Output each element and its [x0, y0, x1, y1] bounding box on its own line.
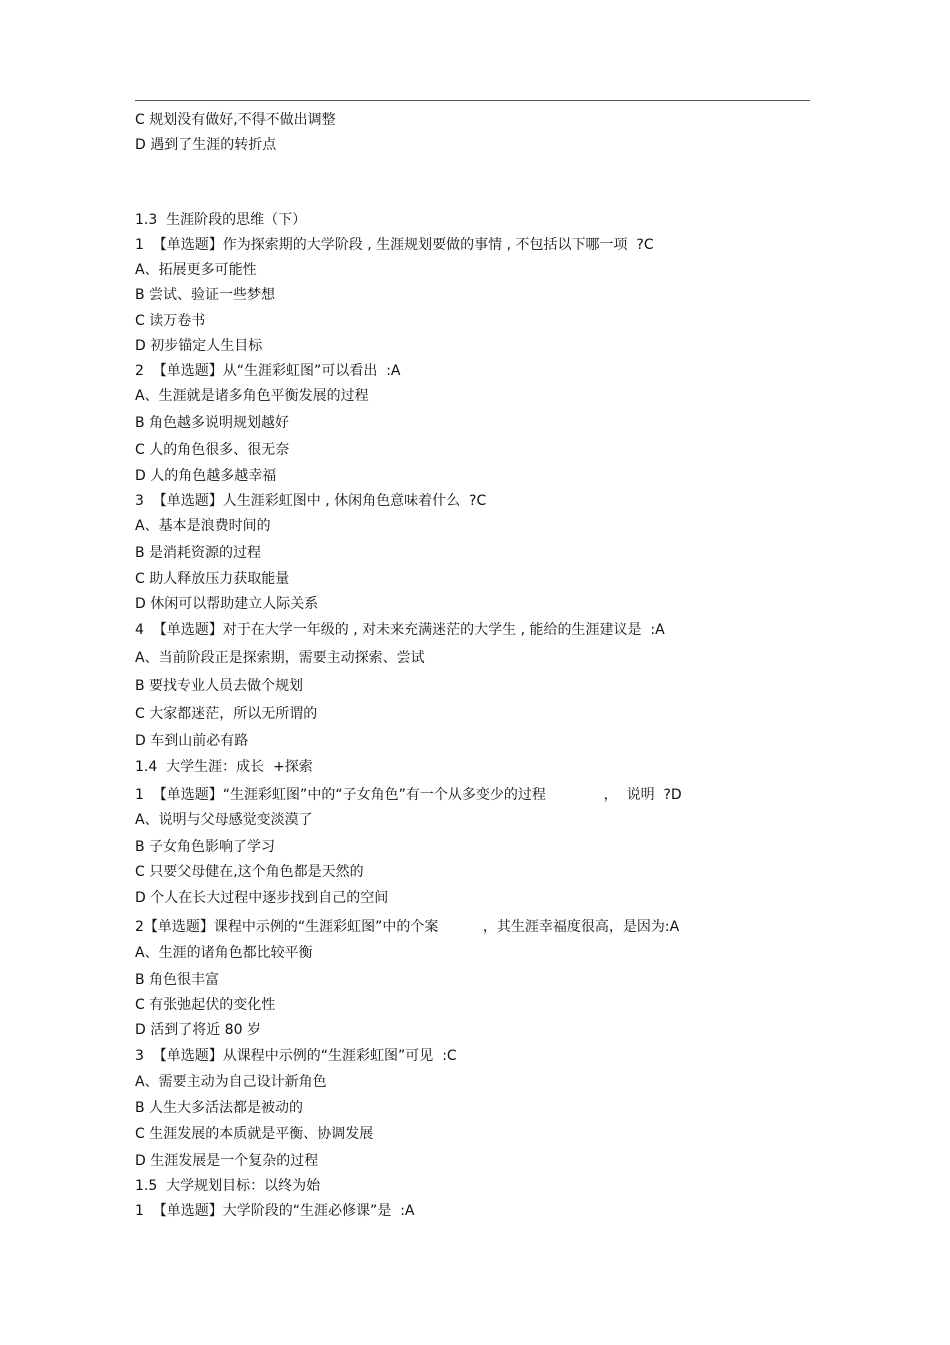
option-text: D 初步锚定人生目标: [135, 338, 263, 354]
option-text: C 有张弛起伏的变化性: [135, 997, 276, 1013]
header-rule: [135, 100, 810, 101]
question-text: 2 【单选题】从“生涯彩虹图”可以看出 :A: [135, 363, 401, 379]
question-text: 2【单选题】课程中示例的“生涯彩虹图”中的个案 ，其生涯幸福度很高，是因为:A: [135, 919, 680, 935]
option-text: B 要找专业人员去做个规划: [135, 678, 304, 694]
option-text: C 人的角色很多、很无奈: [135, 442, 290, 458]
option-text: C 大家都迷茫，所以无所谓的: [135, 706, 318, 722]
option-text: B 是消耗资源的过程: [135, 545, 262, 561]
text-line: D 遇到了生涯的转折点: [135, 137, 277, 153]
option-text: A、当前阶段正是探索期，需要主动探索、尝试: [135, 650, 425, 666]
option-text: A、说明与父母感觉变淡漠了: [135, 812, 313, 828]
section-heading: 1.5 大学规划目标：以终为始: [135, 1178, 321, 1194]
option-text: D 活到了将近 80 岁: [135, 1022, 261, 1038]
option-text: B 角色越多说明规划越好: [135, 415, 290, 431]
option-text: A、生涯就是诸多角色平衡发展的过程: [135, 388, 369, 404]
section-heading: 1.3 生涯阶段的思维（下）: [135, 212, 307, 228]
question-text: 3 【单选题】从课程中示例的“生涯彩虹图”可见 :C: [135, 1048, 457, 1064]
option-text: A、拓展更多可能性: [135, 262, 257, 278]
option-text: C 只要父母健在,这个角色都是天然的: [135, 864, 364, 880]
text-line: C 规划没有做好,不得不做出调整: [135, 112, 336, 128]
section-heading: 1.4 大学生涯：成长 +探索: [135, 759, 313, 775]
option-text: B 人生大多活法都是被动的: [135, 1100, 304, 1116]
question-text: 4 【单选题】对于在大学一年级的 , 对未来充满迷茫的大学生 , 能给的生涯建议是 :A: [135, 622, 665, 638]
option-text: C 助人释放压力获取能量: [135, 571, 290, 587]
option-text: A、基本是浪费时间的: [135, 518, 271, 534]
option-text: B 尝试、验证一些梦想: [135, 287, 276, 303]
option-text: D 个人在长大过程中逐步找到自己的空间: [135, 890, 389, 906]
question-text: 1 【单选题】“生涯彩虹图”中的“子女角色”有一个从多变少的过程 ， 说明 ?D: [135, 787, 682, 803]
option-text: B 子女角色影响了学习: [135, 839, 276, 855]
option-text: C 读万卷书: [135, 313, 206, 329]
option-text: D 车到山前必有路: [135, 733, 249, 749]
option-text: A、需要主动为自己设计新角色: [135, 1074, 327, 1090]
option-text: D 休闲可以帮助建立人际关系: [135, 596, 319, 612]
question-text: 3 【单选题】人生涯彩虹图中 , 休闲角色意味着什么 ?C: [135, 493, 487, 509]
question-text: 1 【单选题】大学阶段的“生涯必修课”是 :A: [135, 1203, 415, 1219]
option-text: C 生涯发展的本质就是平衡、协调发展: [135, 1126, 374, 1142]
question-text: 1 【单选题】作为探索期的大学阶段 , 生涯规划要做的事情 , 不包括以下哪一项 ?C: [135, 237, 654, 253]
option-text: D 生涯发展是一个复杂的过程: [135, 1153, 319, 1169]
option-text: A、生涯的诸角色都比较平衡: [135, 945, 313, 961]
option-text: B 角色很丰富: [135, 972, 220, 988]
option-text: D 人的角色越多越幸福: [135, 468, 277, 484]
